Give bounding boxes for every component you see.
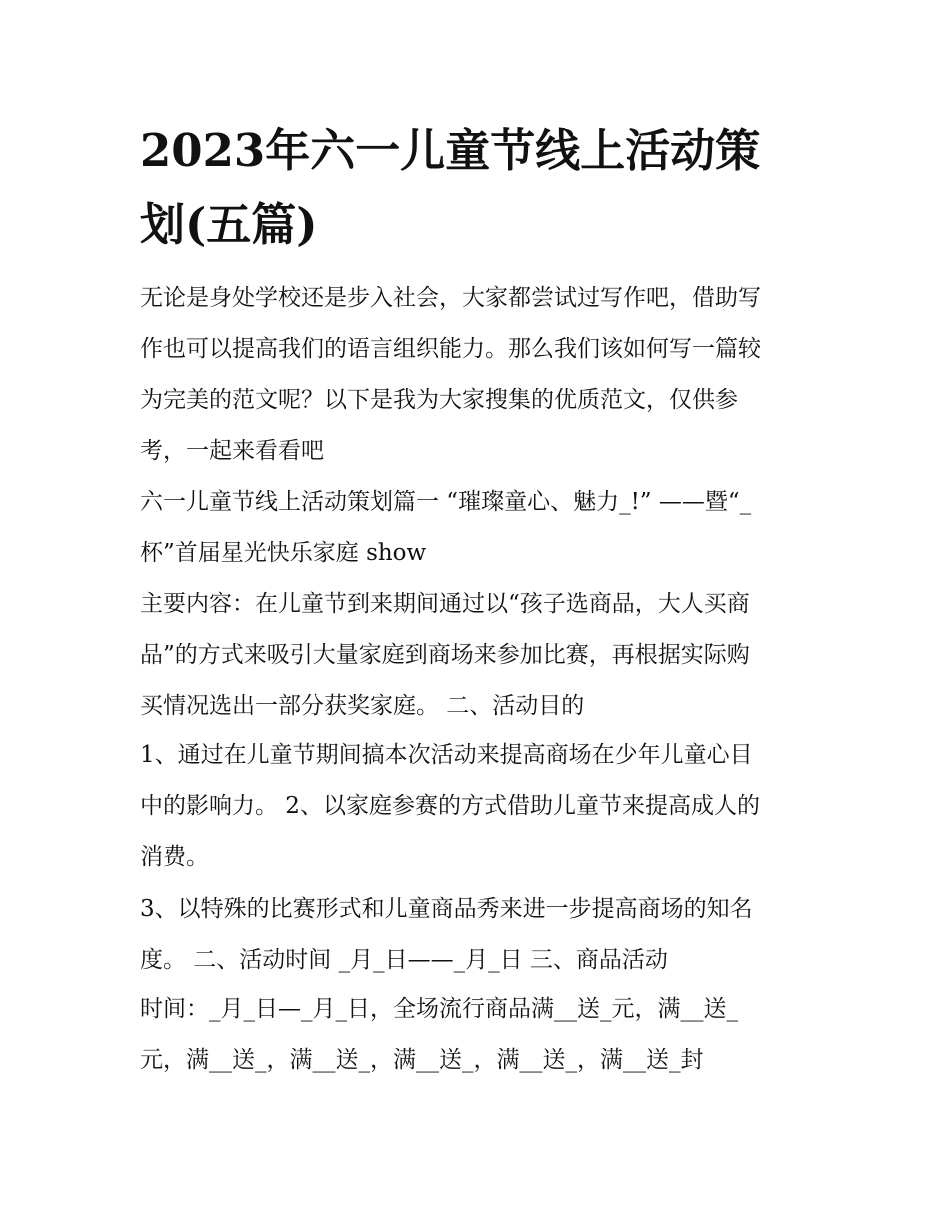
main-content-paragraph (140, 579, 820, 732)
text-line: 六一儿童节线上活动策划篇一 “璀璨童心、魅力_!” ——暨“_ (140, 489, 752, 515)
document-title (140, 114, 820, 262)
text-line: 中的影响力。 2、以家庭参赛的方式借助儿童节来提高成人的 (140, 793, 760, 819)
intro-paragraph (140, 273, 820, 477)
text-line: 为完美的范文呢？以下是我为大家搜集的优质范文，仅供参 (140, 387, 738, 413)
text-line: 1、通过在儿童节期间搞本次活动来提高商场在少年儿童心目 (140, 742, 753, 768)
promotion-paragraph (140, 984, 820, 1086)
text-line: 消费。 (140, 844, 209, 870)
text-line: 品”的方式来吸引大量家庭到商场来参加比赛，再根据实际购 (140, 642, 750, 668)
text-line: 时间：_月_日—_月_日，全场流行商品满__送_元，满__送_ (140, 996, 738, 1022)
text-line: 元，满__送_，满__送_，满__送_，满__送_，满__送_封 (140, 1047, 704, 1073)
text-line: 3、以特殊的比赛形式和儿童商品秀来进一步提高商场的知名 (140, 896, 753, 922)
text-line: 考，一起来看看吧 (140, 438, 324, 464)
text-line: 主要内容：在儿童节到来期间通过以“孩子选商品，大人买商 (140, 591, 750, 617)
goal-three-paragraph (140, 884, 820, 986)
text-line: 买情况选出一部分获奖家庭。 二、活动目的 (140, 693, 585, 719)
goals-paragraph (140, 730, 820, 883)
title-line: 2023年六一儿童节线上活动策 (140, 124, 761, 177)
section-heading-paragraph (140, 477, 820, 579)
text-line: 无论是身处学校还是步入社会，大家都尝试过写作吧，借助写 (140, 285, 761, 311)
text-line: 作也可以提高我们的语言组织能力。那么我们该如何写一篇较 (140, 336, 761, 362)
text-line: 杯”首届星光快乐家庭 show (140, 540, 427, 566)
text-line: 度。 二、活动时间 _月_日——_月_日 三、商品活动 (140, 947, 668, 973)
title-line: 划(五篇) (140, 198, 318, 251)
